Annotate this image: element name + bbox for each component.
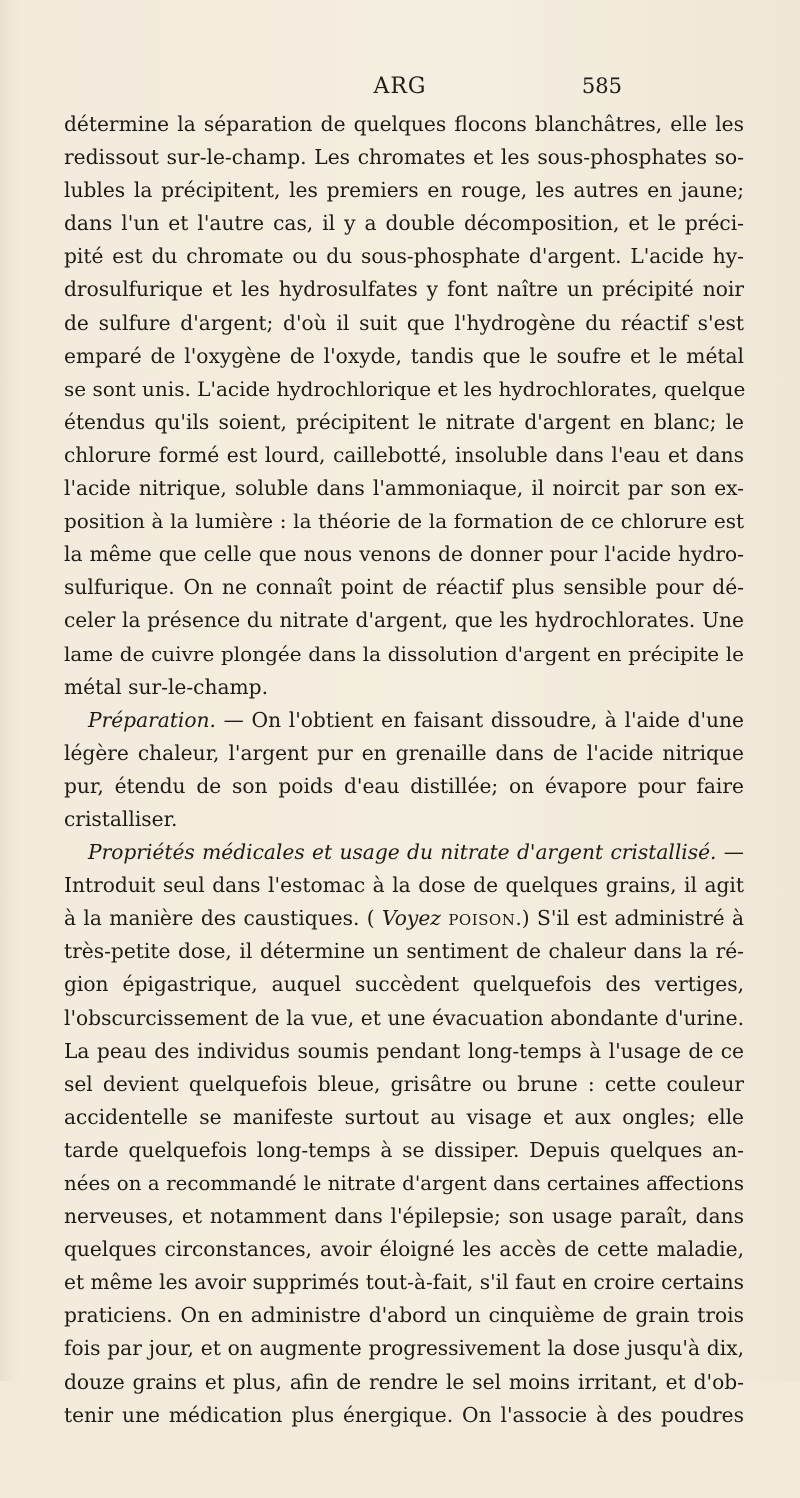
text-line: nées on a recommandé le nitrate d'argent dans certaines affections — [64, 1172, 744, 1195]
text-line: nerveuses, et notamment dans l'épilepsie; son usage paraît, dans — [64, 1204, 744, 1229]
page-number: 585 — [581, 74, 622, 98]
text-line: chlorure formé est lourd, caillebotté, insoluble dans l'eau et dans — [64, 442, 744, 467]
text-line: très-petite dose, il détermine un sentiment de chaleur dans la ré- — [64, 939, 744, 964]
running-title: ARG — [373, 74, 427, 99]
text-line: légère chaleur, l'argent pur en grenaille dans de l'acide nitrique — [64, 740, 744, 765]
text-line: fois par jour, et on augmente progressivement la dose jusqu'à dix, — [64, 1336, 744, 1361]
text-fragment: — — [716, 840, 744, 865]
text-line: douze grains et plus, afin de rendre le sel moins irritant, et d'ob- — [64, 1369, 744, 1394]
cross-reference-target: POISON — [448, 911, 516, 930]
text-line: emparé de l'oxygène de l'oxyde, tandis que le soufre et le métal — [64, 343, 744, 368]
text-fragment: — On l'obtient en faisant dissoudre, à l'aide d'une — [215, 707, 744, 732]
text-line: celer la présence du nitrate d'argent, que les hydrochlorates. Une — [64, 608, 744, 633]
text-line: position à la lumière : la théorie de la formation de ce chlorure est — [64, 509, 744, 534]
text-line: La peau des individus soumis pendant long-temps à l'usage de ce — [64, 1038, 744, 1063]
text-line: détermine la séparation de quelques flocons blanchâtres, elle les — [64, 112, 744, 136]
text-fragment: à la manière des caustiques. ( — [64, 906, 375, 931]
text-line: sel devient quelquefois bleue, grisâtre ou brune : cette couleur — [64, 1071, 744, 1096]
text-line: la même que celle que nous venons de donner pour l'acide hydro- — [64, 542, 744, 567]
text-line: l'acide nitrique, soluble dans l'ammoniaque, il noircit par son ex- — [64, 476, 744, 501]
page-header — [0, 74, 800, 104]
text-fragment: .) S'il est administré à — [515, 906, 744, 931]
text-line: lubles la précipitent, les premiers en rouge, les autres en jaune; — [64, 178, 744, 203]
text-line: drosulfurique et les hydrosulfates y font naître un précipité noir — [64, 277, 744, 302]
text-line: de sulfure d'argent; d'où il suit que l'hydrogène du réactif s'est — [64, 310, 744, 335]
text-line: pité est du chromate ou du sous-phosphate d'argent. L'acide hy- — [64, 244, 744, 269]
text-line: accidentelle se manifeste surtout au visage et aux ongles; elle — [64, 1104, 744, 1129]
text-line — [64, 1465, 744, 1498]
body-text — [64, 108, 744, 1498]
text-line: et même les avoir supprimés tout-à-fait, s'il faut en croire certains — [64, 1270, 744, 1295]
text-line: quelques circonstances, avoir éloigné les accès de cette maladie, — [64, 1237, 744, 1262]
text-line: dans l'un et l'autre cas, il y a double décomposition, et le préci- — [64, 211, 744, 236]
text-line: gion épigastrique, auquel succèdent quelquefois des vertiges, — [64, 972, 744, 997]
text-line: métal sur-le-champ. — [64, 674, 268, 699]
text-line — [64, 704, 744, 737]
text-line — [64, 902, 744, 935]
text-line: sulfurique. On ne connaît point de réactif plus sensible pour dé- — [64, 575, 744, 600]
cross-reference-voyez: Voyez — [382, 906, 441, 931]
text-line: praticiens. On en administre d'abord un cinquième de grain trois — [64, 1303, 744, 1328]
text-line: redissout sur-le-champ. Les chromates et les sous-phosphates so- — [64, 145, 744, 170]
text-line — [64, 1432, 744, 1465]
text-line: tarde quelquefois long-temps à se dissiper. Depuis quelques an- — [64, 1137, 744, 1162]
section-heading-proprietes: Propriétés médicales et usage du nitrate d'argent cristallisé. — [88, 840, 717, 865]
text-line — [64, 836, 744, 869]
text-line: pur, étendu de son poids d'eau distillée; on évapore pour faire — [64, 773, 744, 798]
text-line: tenir une médication plus énergique. On l'associe à des poudres — [64, 1402, 744, 1427]
text-line: cristalliser. — [64, 806, 178, 831]
text-line: se sont unis. L'acide hydrochlorique et les hydrochlorates, quelque — [64, 376, 746, 401]
text-line: étendus qu'ils soient, précipitent le nitrate d'argent en blanc; le — [64, 409, 744, 434]
text-line: lame de cuivre plongée dans la dissolution d'argent en précipite le — [64, 641, 744, 666]
text-line: Introduit seul dans l'estomac à la dose de quelques grains, il agit — [64, 873, 744, 898]
section-heading-preparation: Préparation. — [88, 707, 216, 732]
text-line: l'obscurcissement de la vue, et une évacuation abondante d'urine. — [64, 1005, 744, 1030]
